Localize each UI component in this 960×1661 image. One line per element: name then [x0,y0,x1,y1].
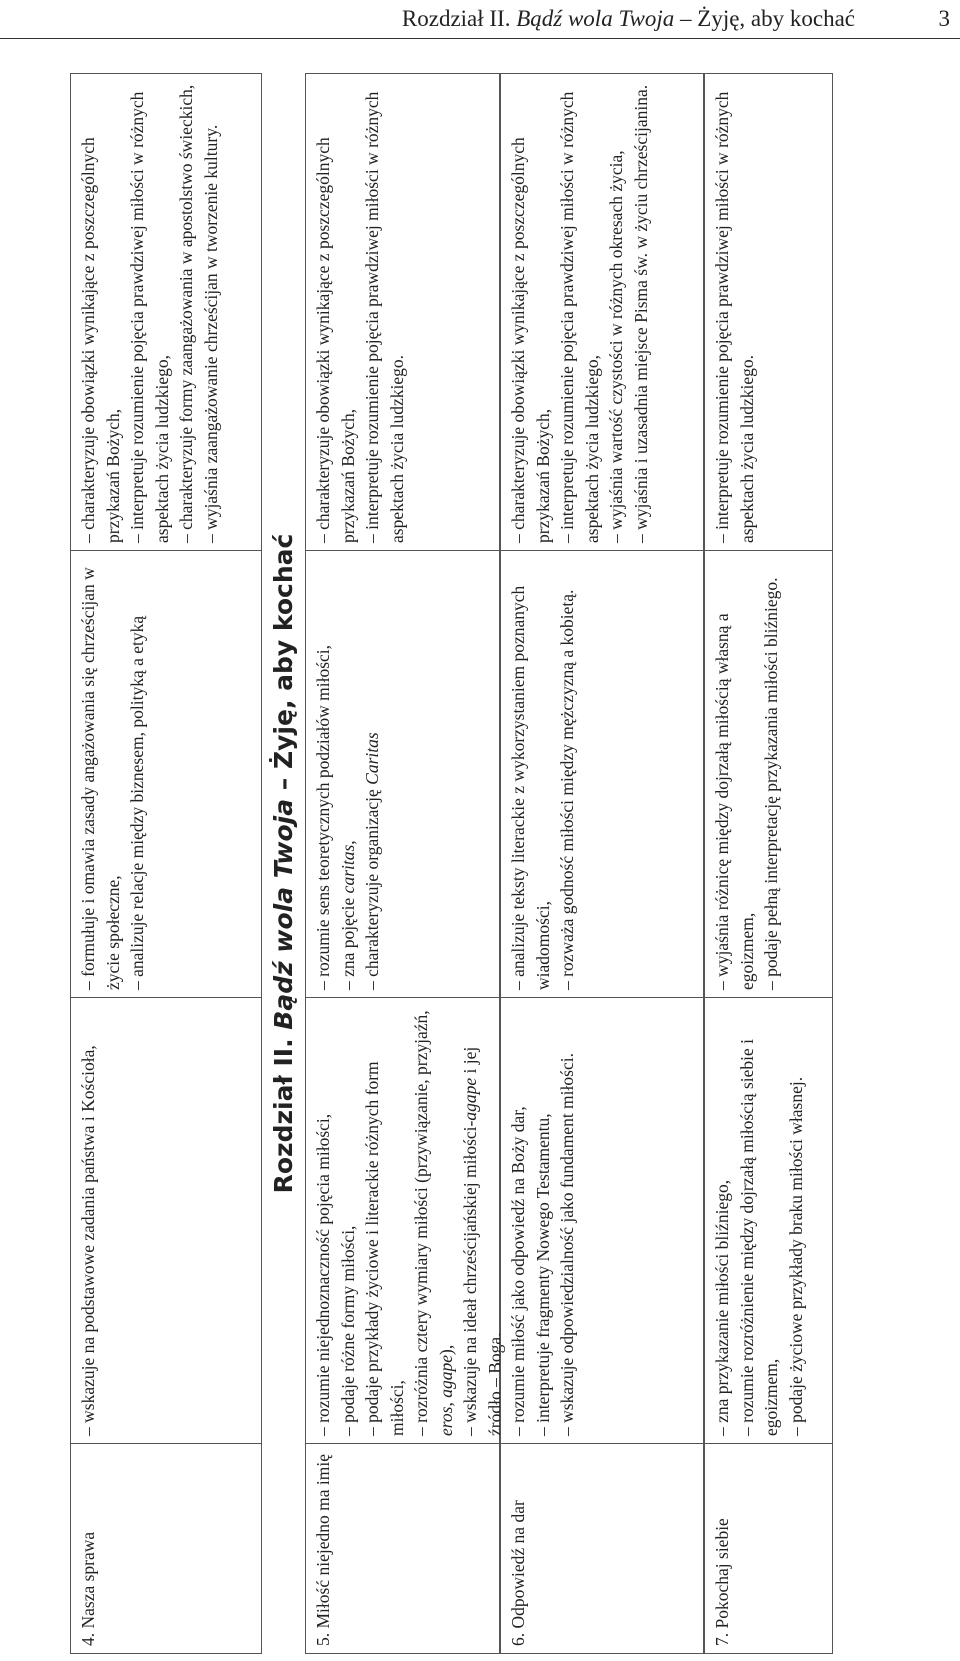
list-item: – podaje pełną interpretację przykazania miłości bliźniego. [761,577,781,990]
chapter-heading [264,73,304,1654]
list-item: – wyjaśnia i uzasadnia miejsce Pisma św. w życiu chrześcijanina. [630,84,651,543]
text-run: – charakteryzuje organizację [362,784,382,990]
topic-text: 6. Odpowiedź na dar [508,1500,528,1646]
text-run: – zna pojęcie [337,893,358,990]
page-number: 3 [938,6,950,31]
list-item: – rozumie rozróżnienie między dojrzałą miłością siebie i egoizmem, [736,1039,781,1436]
table-row [70,73,262,1654]
extended-requirements-cell [71,550,261,997]
list-item: – charakteryzuje obowiązki wynikające z poszczególnych przykazań Bożych, [78,137,123,543]
list-item: – rozumie niejednoznaczność pojęcia miłości, [313,1113,333,1436]
topic-cell [306,1443,499,1653]
topic-cell [705,1443,832,1653]
list-item: – interpretuje rozumienie pojęcia prawdziwej miłości w różnych aspektach życia ludzkiego. [362,91,407,543]
list-item: – podaje różne formy miłości, [337,1225,358,1436]
text-run: i jej źródło – Boga. [460,1046,505,1436]
topic-text: 5. Miłość niejedno ma imię [313,1454,333,1646]
header-rule [0,38,960,39]
header-title-italic: Bądź wola Twoja [516,6,675,31]
list-item: – rozumie sens teoretycznych podziałów miłości, [313,644,333,990]
list-item: – zna przykazanie miłości bliźniego, [712,1179,732,1436]
list-item: – formułuje i omawia zasady angażowania się chrześcijan w życie społeczne, [78,567,123,990]
text-run: , [435,1397,456,1407]
list-item [360,559,385,990]
text-run: – rozróżnia cztery wymiary miłości (przywiązanie, przyjaźń, [411,1010,431,1436]
list-item: – charakteryzuje obowiązki wynikające z poszczególnych przykazań Bożych, [508,137,553,543]
header-subtitle: – Żyję, aby kochać [674,6,855,31]
list-item: – podaje przykłady życiowe i literackie różnych form miłości, [362,1061,407,1436]
text-run: ), [435,1344,456,1355]
running-header [0,0,960,40]
table-row [305,73,505,1654]
rotated-table-sheet [70,71,930,1654]
extended-requirements-cell [501,550,703,997]
text-run: , [337,840,358,845]
list-item: – wskazuje odpowiedzialność jako fundament miłości. [557,1053,577,1436]
table-row [704,73,833,1654]
text-run-italic: agape [435,1354,456,1398]
chapter-heading-prefix: Rozdział II. [269,1029,298,1194]
text-run-italic: eros [435,1406,456,1436]
curriculum-requirements-cell [71,74,261,550]
curriculum-requirements-cell [501,74,703,550]
topic-cell [501,1443,703,1653]
list-item: – interpretuje rozumienie pojęcia prawdziwej miłości w różnych aspektach życia ludzkiego. [712,91,757,543]
list-item: – rozważa godność miłości między mężczyzną a kobietą. [557,589,577,990]
basic-requirements-cell [705,997,832,1443]
basic-requirements-cell [306,997,505,1443]
curriculum-requirements-cell [306,74,499,550]
extended-requirements-cell [705,550,832,997]
list-item: – podaje życiowe przykłady braku miłości własnej. [785,1076,806,1436]
list-item: – interpretuje rozumienie pojęcia prawdziwej miłości w różnych aspektach życia ludzkiego, [127,91,172,543]
text-run-italic: caritas [337,844,358,894]
list-item: – charakteryzuje obowiązki wynikające z poszczególnych przykazań Bożych, [313,137,358,543]
chapter-heading-italic: Bądź wola Twoja [269,798,298,1030]
text-run-italic: Caritas [362,732,382,785]
list-item [409,1006,458,1436]
list-item: – wyjaśnia zaangażowanie chrześcijan w tworzenie kultury. [200,124,221,543]
list-item: – rozumie miłość jako odpowiedź na Boży dar, [508,1106,528,1436]
list-item: – analizuje teksty literackie z wykorzystaniem poznanych wiadomości, [508,585,553,990]
list-item: – analizuje relacje między biznesem, polityką a etyką [127,615,147,990]
list-item: – wyjaśnia wartość czystości w różnych okresach życia, [606,150,626,543]
text-run-italic: agape [460,1077,480,1121]
basic-requirements-cell [501,997,703,1443]
header-chapter: Rozdział II. [401,6,511,31]
curriculum-requirements-cell [705,74,832,550]
basic-requirements-cell [71,997,261,1443]
extended-requirements-cell [306,550,499,997]
chapter-heading-suffix: – Żyję, aby kochać [269,533,298,799]
list-item: – wyjaśnia różnicę między dojrzałą miłością własną a egoizmem, [712,613,757,990]
running-header-title [0,6,855,32]
list-item: – charakteryzuje formy zaangażowania w apostolstwo świeckich, [176,84,196,543]
list-item: – interpretuje fragmenty Nowego Testamentu, [532,1113,553,1436]
table-row [500,73,704,1654]
list-item [336,559,361,990]
list-item: – wskazuje na podstawowe zadania państwa i Kościoła, [78,1045,98,1436]
list-item: – interpretuje rozumienie pojęcia prawdziwej miłości w różnych aspektach życia ludzkiego, [557,91,602,543]
topic-cell [71,1443,261,1653]
topic-text: 7. Pokochaj siebie [712,1518,732,1646]
text-run: – wskazuje na ideał chrześcijańskiej miłości- [460,1120,480,1436]
topic-text: 4. Nasza sprawa [78,1531,98,1646]
